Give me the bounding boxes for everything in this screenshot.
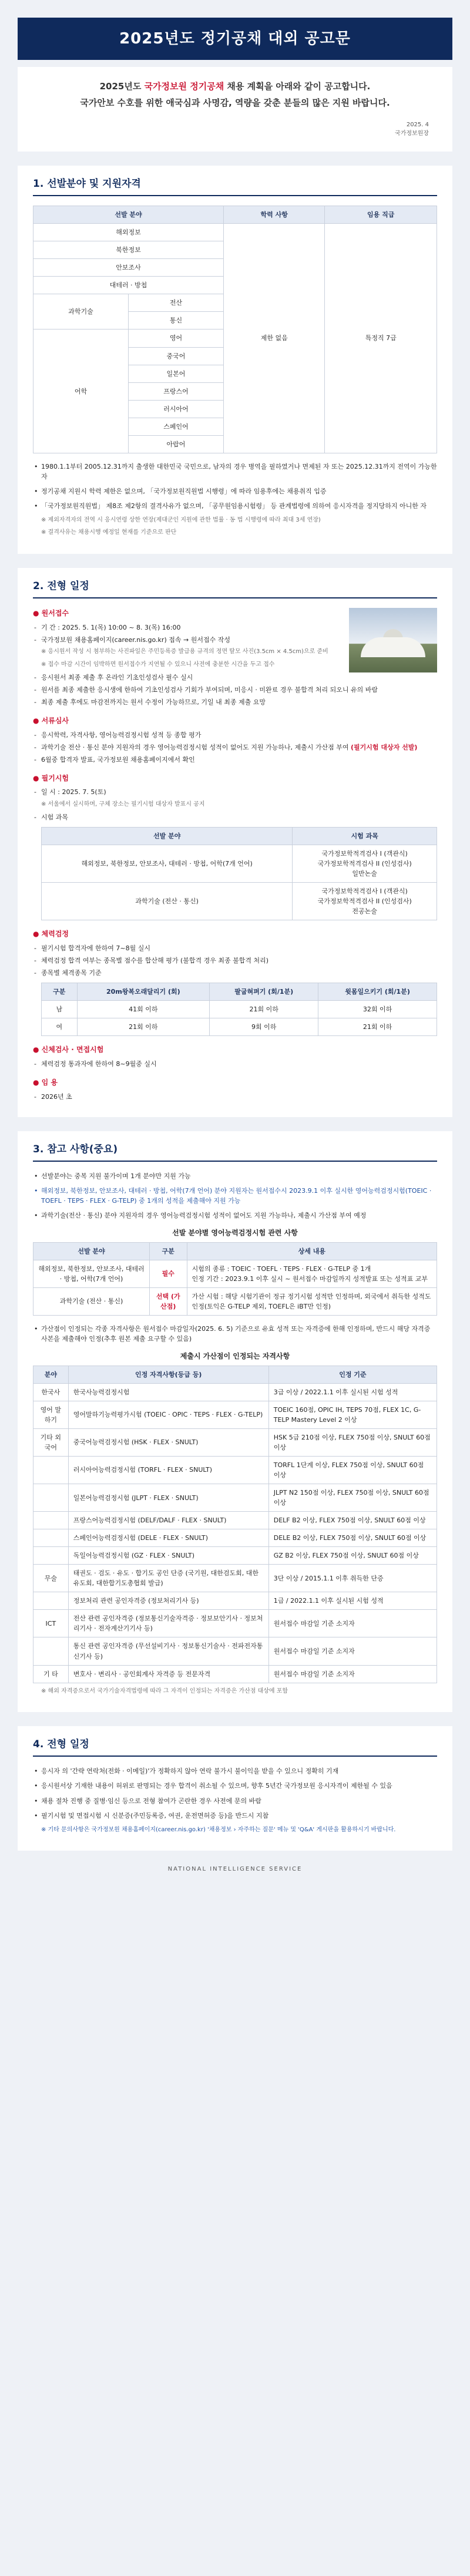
table-cell: TORFL 1단계 이상, FLEX 750점 이상, SNULT 60점 이상 [268, 1456, 437, 1484]
table-cell: 프랑스어능력검정시험 (DELF/DALF · FLEX · SNULT) [68, 1512, 268, 1529]
intro [18, 67, 452, 152]
section-1-bullets: • 1980.1.1부터 2005.12.31까지 출생한 대한민국 국민으로, 남자의 경우 병역을 필하였거나 면제된 자 또는 2025.12.31까지 전역이 가능한 자 • 정기공채 지원시 학력 제한은 없으며, 「국가정보원직원법 시행령」에 따라 임용후에는 채용취직 입증 • 「국가정보원직원법」 제8조 제2항의 결격사유가 없으며, 「공무원임용시험령」 등 관계법령에 의하여 응시자격을 정지당하지 아니한 자 [33, 462, 437, 511]
table-cell: 전산 관련 공인자격증 (정보통신기술자격증 · 정보보안기사 · 정보처리기사 · 전자계산기기사 등) [68, 1610, 268, 1637]
section-2: 2. 전형 일정 ● 원서접수 - 기 간 : 2025. 5. 1(목) 10:00 ~ 8. 3(목) 16:00 - 국가정보원 채용홈페이지(career.nis.go.kr) 접속 → 원서접수 작성 ※ 응시원서 작성 시 첨부하는 사진파일은 주민등록증 발급용 규격의 정면 탈모 사진(3.5cm × 4.5cm)으로 준비 ※ 접수 마감 시간이 임박하면 원서접수가 지연될 수 있으니 사전에 충분한 시간을 두고 접수 - 응시원서 최종 제출 후 온라인 기초인성검사 필수 실시 - 원서를 최종 제출한 응시생에 한하여 기초인성검사 기회가 부여되며, 미응시 · 미완료 경우 불합격 처리 되오니 유의 바람 - 최종 제출 후에도 마감전까지는 원서 수정이 가능하므로, 기일 내 최종 제출 요망 ● 서류심사 - 응시학력, 자격사항, 영어능력검정시험 성적 등 종합 평가 - 과학기술 전산 · 통신 분야 지원자의 경우 영어능력검정시험 성적이 없어도 지원 가능하나, 제출시 가산점 부여 (필기시험 대상자 선발) - 6월중 합격자 발표, 국가정보원 채용홈페이지에서 확인 ● 필기시험 - 일 시 : 2025. 7. 5(토) ※ 서울에서 실시하며, 구체 장소는 필기시험 대상자 발표시 공지 - 시험 과목 선발 분야 시험 과목 해외정보, 북한정보, 안보조사, 대테러 · 방첩, 어학(7개 언어) 국가정보학적격검사 I (객관식) 국가정보학적격검사 II (인성검사) 일반논술 과학기술 (전산 · 통신) 국가정보학적격검사 I (객관식) 국가정보학적격검사 II (인성검사) 전공논술 ● 체력검정 - 필기시험 합격자에 한하여 7~8월 실시 - 체력검정 합격 여부는 종목별 점수를 합산해 평가 (불합격 경우 최종 불합격 처리) - 종목별 체격종목 기준 구분 20m왕복오래달리기 (회) 팔굽혀펴기 (회/1분) 윗몸일으키기 (회/1분) 남 41회 이하 21회 이하 32회 이하 여 21회 이하 9회 이하 21회 이하 ● 신체검사 · 면접시험 - 체력검정 통과자에 한하여 8~9월중 실시 ● 임 용 - 2026년 초 [18, 568, 452, 1117]
education-cell: 제한 없음 [224, 224, 325, 453]
intro-line1: 2025년도 국가정보원 정기공채 채용 계획을 아래와 같이 공고합니다. [99, 81, 371, 92]
table-cell [33, 1592, 69, 1610]
table-row [33, 1665, 437, 1683]
table-cell: 통신 관련 공인자격증 (무선설비기사 · 정보통신기술사 · 전파전자통신기사 등) [68, 1637, 268, 1665]
table-cell: 러시아어능력검정시험 (TORFL · FLEX · SNULT) [68, 1456, 268, 1484]
table-cell: 한국사능력검정시험 [68, 1383, 268, 1401]
section-1: 1. 선발분야 및 지원자격 선발 분야 학력 사항 임용 직급 해외정보 제한 없음 특정직 7급 북한정보 안보조사 대테러 · 방첩 과학기술 전산 통신 어학 영어 중국어 일본어 프랑스어 러시아어 스페인어 아랍어 • 1980.1.1부터 2005.12.31까지 출생한 대한민국 국민으로, 남자의 경우 병역을 필하였거나 면제된 자 또는 2025.12.31까지 전역이 가능한 자 • 정기공채 지원시 학력 제한은 없으며, 「국가정보원직원법 시행령」에 따라 임용후에는 채용취직 입증 • 「국가정보원직원법」 제8조 제2항의 결격사유가 없으며, 「공무원임용시험령」 등 관계법령에 의하여 응시자격을 정지당하지 아니한 자 ※ 제외자격자의 전역 시 응시연령 상한 연장(제대군인 지원에 관한 법률 · 동 법 시행령에 따라 최대 3세 연장) ※ 결격사유는 채용시행 예정일 현재를 기준으로 판단 [18, 166, 452, 554]
table-row [33, 1456, 437, 1484]
certificate-rows [33, 1383, 437, 1683]
table-cell: DELF B2 이상, FLEX 750점 이상, SNULT 60점 이상 [268, 1512, 437, 1529]
rank-cell: 특정직 7급 [325, 224, 437, 453]
table-cell: 일본어능력검정시험 (JLPT · FLEX · SNULT) [68, 1484, 268, 1511]
table-cell: 3급 이상 / 2022.1.1 이후 실시된 시험 성적 [268, 1383, 437, 1401]
intro-line2: 국가안보 수호를 위한 애국심과 사명감, 역량을 갖춘 분들의 많은 지원 바랍니다. [80, 97, 390, 108]
table-cell: 기 타 [33, 1665, 69, 1683]
table-row [33, 1428, 437, 1456]
table-cell [33, 1547, 69, 1565]
table-cell: 정보처리 관련 공인자격증 (정보처리기사 등) [68, 1592, 268, 1610]
contact-note: ※ 기타 문의사항은 국가정보원 채용홈페이지(career.nis.go.kr) '채용정보 › 자주하는 질문' 메뉴 및 'Q&A' 게시판을 활용하시기 바랍니다. [41, 1826, 396, 1833]
section-4-title: 4. 전형 일정 [33, 1737, 437, 1757]
intro-date: 2025. 4 국가정보원장 [395, 121, 429, 137]
exam-subjects-table: 선발 분야 시험 과목 해외정보, 북한정보, 안보조사, 대테러 · 방첩, 어학(7개 언어) 국가정보학적격검사 I (객관식) 국가정보학적격검사 II (인성검사) 일반논술 과학기술 (전산 · 통신) 국가정보학적격검사 I (객관식) 국가정보학적격검사 II (인성검사) 전공논술 [41, 827, 437, 920]
table-cell: 스페인어능력검정시험 (DELE · FLEX · SNULT) [68, 1529, 268, 1547]
recruitment-fields-table: 선발 분야 학력 사항 임용 직급 해외정보 제한 없음 특정직 7급 북한정보 안보조사 대테러 · 방첩 과학기술 전산 통신 어학 영어 중국어 일본어 프랑스어 러시아어 스페인어 아랍어 [33, 206, 437, 453]
table-row [33, 1529, 437, 1547]
table-cell: TOEIC 160점, OPIC IH, TEPS 70점, FLEX 1C, G-TELP Mastery Level 2 이상 [268, 1401, 437, 1428]
table-cell [33, 1484, 69, 1511]
table-cell: 한국사 [33, 1383, 69, 1401]
table-cell: 원서접수 마감일 기준 소지자 [268, 1610, 437, 1637]
footer-stamp: NATIONAL INTELLIGENCE SERVICE [167, 1866, 303, 1873]
fitness-table: 구분 20m왕복오래달리기 (회) 팔굽혀펴기 (회/1분) 윗몸일으키기 (회/1분) 남 41회 이하 21회 이하 32회 이하 여 21회 이하 9회 이하 21회 이하 [41, 983, 437, 1036]
table-cell [33, 1512, 69, 1529]
table-cell: 무술 [33, 1565, 69, 1592]
table-cell: 기타 외국어 [33, 1428, 69, 1456]
table-row [33, 1565, 437, 1592]
table-cell: 변호사 · 변리사 · 공인회계사 자격증 등 전문자격 [68, 1665, 268, 1683]
table-row [33, 1484, 437, 1511]
table-cell: 원서접수 마감일 기준 소지자 [268, 1665, 437, 1683]
table-cell [33, 1529, 69, 1547]
section-4: 4. 전형 일정 • 응시자 의 '간략 연락처(전화 · 이메일)'가 정확하지 않아 연락 불가시 불이익을 받을 수 있으니 정확히 기재 • 응시원서상 기재한 내용이 허위로 판명되는 경우 합격이 취소될 수 있으며, 향후 5년간 국가정보원 응시자격이 제한될 수 있음 • 채용 절차 진행 중 질병·임신 등으로 전형 참여가 곤란한 경우 사전에 문의 바람 • 필기시험 및 면접시험 시 신분증(주민등록증, 여권, 운전면허증 등)을 반드시 지참 ※ 기타 문의사항은 국가정보원 채용홈페이지(career.nis.go.kr) '채용정보 › 자주하는 질문' 메뉴 및 'Q&A' 게시판을 활용하시기 바랍니다. [18, 1726, 452, 1851]
table-cell: GZ B2 이상, FLEX 750점 이상, SNULT 60점 이상 [268, 1547, 437, 1565]
table-cell: ICT [33, 1610, 69, 1637]
table-cell: 원서접수 마감일 기준 소지자 [268, 1637, 437, 1665]
table-cell: 1급 / 2022.1.1 이후 실시된 시험 성적 [268, 1592, 437, 1610]
table-row [33, 1383, 437, 1401]
table-row [33, 1547, 437, 1565]
section-3: 3. 참고 사항(중요) • 선발분야는 중복 지원 불가이며 1개 분야만 지원 가능 • 해외정보, 북한정보, 안보조사, 대테러 · 방첩, 어학(7개 언어) 분야 지원자는 원서접수시 2023.9.1 이후 실시한 영어능력검정시험(TOEIC · TOEFL · TEPS · FLEX · G-TELP) 중 1개의 성적을 제출해야 지원 가능 • 과학기술(전산 · 통신) 분야 지원자의 경우 영어능력검정시험 성적이 없어도 지원 가능하나, 제출시 가산점 부여 예정 선발 분야별 영어능력검정시험 관련 사항 선발 분야 구분 상세 내용 해외정보, 북한정보, 안보조사, 대테러 · 방첩, 어학(7개 언어) 필수 시험의 종류 : TOEIC · TOEFL · TEPS · FLEX · G-TELP 중 1개 인정 기간 : 2023.9.1 이후 실시 ~ 원서접수 마감일까지 성적발표 또는 성적표 교부 과학기술 (전산 · 통신) 선택 (가산점) 가산 시험 : 해당 시험기관이 정규 정기시험 성적만 인정하며, 외국에서 취득한 성적도 인정(토익은 G-TELP 제외, TOEFL은 iBT만 인정) • 가산점이 인정되는 각종 자격사항은 원서접수 마감일자(2025. 6. 5) 기준으로 유효 성적 또는 자격증에 한해 인정하며, 반드시 해당 자격증 사본을 제출해야 인정(추후 원본 제출 요구할 수 있음) 제출시 가산점이 인정되는 자격사항 분야 인정 자격사항(등급 등) 인정 기준 한국사 한국사능력검정시험 3급 이상 / 2022.1.1 이후 실시된 시험 성적 영어 말하기 영어말하기능력평가시험 (TOEIC · OPIC · TEPS · FLEX · G-TELP) TOEIC 160점, OPIC IH, TEPS 70점, FLEX 1C, G-TELP Mastery Level 2 이상 기타 외국어 중국어능력검정시험 (HSK · FLEX · SNULT) HSK 5급 210점 이상, FLEX 750점 이상, SNULT 60점 이상 러시아어능력검정시험 (TORFL · FLEX · SNULT) TORFL 1단계 이상, FLEX 750점 이상, SNULT 60점 이상 일본어능력검정시험 (JLPT · FLEX · SNULT) JLPT N2 150점 이상, FLEX 750점 이상, SNULT 60점 이상 프랑스어능력검정시험 (DELF/DALF · FLEX · SNULT) DELF B2 이상, FLEX 750점 이상, SNULT 60점 이상 스페인어능력검정시험 (DELE · FLEX · SNULT) DELE B2 이상, FLEX 750점 이상, SNULT 60점 이상 독일어능력검정시험 (GZ · FLEX · SNULT) GZ B2 이상, FLEX 750점 이상, SNULT 60점 이상 무술 태권도 · 검도 · 유도 · 합기도 공인 단증 (국기원, 대한검도회, 대한유도회, 대한합기도총협회 발급) 3단 이상 / 2015.1.1 이후 취득한 단증 정보처리 관련 공인자격증 (정보처리기사 등) 1급 / 2022.1.1 이후 실시된 시험 성적 ICT 전산 관련 공인자격증 (정보통신기술자격증 · 정보보안기사 · 정보처리기사 · 전자계산기기사 등) 원서접수 마감일 기준 소지자 통신 관련 공인자격증 (무선설비기사 · 정보통신기술사 · 전파전자통신기사 등) 원서접수 마감일 기준 소지자 기 타 변호사 · 변리사 · 공인회계사 자격증 등 전문자격 원서접수 마감일 기준 소지자 ※ 해외 자격증으로서 국가기술자격법령에 따라 그 자격이 인정되는 자격증은 가산점 대상에 포함 [18, 1131, 452, 1713]
table-cell: HSK 5급 210점 이상, FLEX 750점 이상, SNULT 60점 이상 [268, 1428, 437, 1456]
table-row [33, 1637, 437, 1665]
table-cell: 독일어능력검정시험 (GZ · FLEX · SNULT) [68, 1547, 268, 1565]
section-2-title: 2. 전형 일정 [33, 579, 437, 598]
english-test-table: 선발 분야 구분 상세 내용 해외정보, 북한정보, 안보조사, 대테러 · 방첩, 어학(7개 언어) 필수 시험의 종류 : TOEIC · TOEFL · TEPS · FLEX · G-TELP 중 1개 인정 기간 : 2023.9.1 이후 실시 ~ 원서접수 마감일까지 성적발표 또는 성적표 교부 과학기술 (전산 · 통신) 선택 (가산점) 가산 시험 : 해당 시험기관이 정규 정기시험 성적만 인정하며, 외국에서 취득한 성적도 인정(토익은 G-TELP 제외, TOEFL은 iBT만 인정) [33, 1242, 437, 1316]
table-row [33, 1401, 437, 1428]
table-cell: JLPT N2 150점 이상, FLEX 750점 이상, SNULT 60점 이상 [268, 1484, 437, 1511]
table-cell [33, 1637, 69, 1665]
table-cell: 영어 말하기 [33, 1401, 69, 1428]
table-cell: 태권도 · 검도 · 유도 · 합기도 공인 단증 (국기원, 대한검도회, 대한유도회, 대한합기도총협회 발급) [68, 1565, 268, 1592]
table-cell: 영어말하기능력평가시험 (TOEIC · OPIC · TEPS · FLEX · G-TELP) [68, 1401, 268, 1428]
page-title: 2025년도 정기공채 대외 공고문 [18, 18, 452, 60]
table-row [33, 1512, 437, 1529]
table-cell [33, 1456, 69, 1484]
table-row [33, 1592, 437, 1610]
table-cell: DELE B2 이상, FLEX 750점 이상, SNULT 60점 이상 [268, 1529, 437, 1547]
section-3-title: 3. 참고 사항(중요) [33, 1142, 437, 1162]
certificate-table: 분야 인정 자격사항(등급 등) 인정 기준 한국사 한국사능력검정시험 3급 이상 / 2022.1.1 이후 실시된 시험 성적 영어 말하기 영어말하기능력평가시험 (TOEIC · OPIC · TEPS · FLEX · G-TELP) TOEIC 160점, OPIC IH, TEPS 70점, FLEX 1C, G-TELP Mastery Level 2 이상 기타 외국어 중국어능력검정시험 (HSK · FLEX · SNULT) HSK 5급 210점 이상, FLEX 750점 이상, SNULT 60점 이상 러시아어능력검정시험 (TORFL · FLEX · SNULT) TORFL 1단계 이상, FLEX 750점 이상, SNULT 60점 이상 일본어능력검정시험 (JLPT · FLEX · SNULT) JLPT N2 150점 이상, FLEX 750점 이상, SNULT 60점 이상 프랑스어능력검정시험 (DELF/DALF · FLEX · SNULT) DELF B2 이상, FLEX 750점 이상, SNULT 60점 이상 스페인어능력검정시험 (DELE · FLEX · SNULT) DELE B2 이상, FLEX 750점 이상, SNULT 60점 이상 독일어능력검정시험 (GZ · FLEX · SNULT) GZ B2 이상, FLEX 750점 이상, SNULT 60점 이상 무술 태권도 · 검도 · 유도 · 합기도 공인 단증 (국기원, 대한검도회, 대한유도회, 대한합기도총협회 발급) 3단 이상 / 2015.1.1 이후 취득한 단증 정보처리 관련 공인자격증 (정보처리기사 등) 1급 / 2022.1.1 이후 실시된 시험 성적 ICT 전산 관련 공인자격증 (정보통신기술자격증 · 정보보안기사 · 정보처리기사 · 전자계산기기사 등) 원서접수 마감일 기준 소지자 통신 관련 공인자격증 (무선설비기사 · 정보통신기술사 · 전파전자통신기사 등) 원서접수 마감일 기준 소지자 기 타 변호사 · 변리사 · 공인회계사 자격증 등 전문자격 원서접수 마감일 기준 소지자 [33, 1366, 437, 1683]
section-1-title: 1. 선발분야 및 지원자격 [33, 176, 437, 196]
table-cell: 중국어능력검정시험 (HSK · FLEX · SNULT) [68, 1428, 268, 1456]
table-cell: 3단 이상 / 2015.1.1 이후 취득한 단증 [268, 1565, 437, 1592]
table-row [33, 1610, 437, 1637]
